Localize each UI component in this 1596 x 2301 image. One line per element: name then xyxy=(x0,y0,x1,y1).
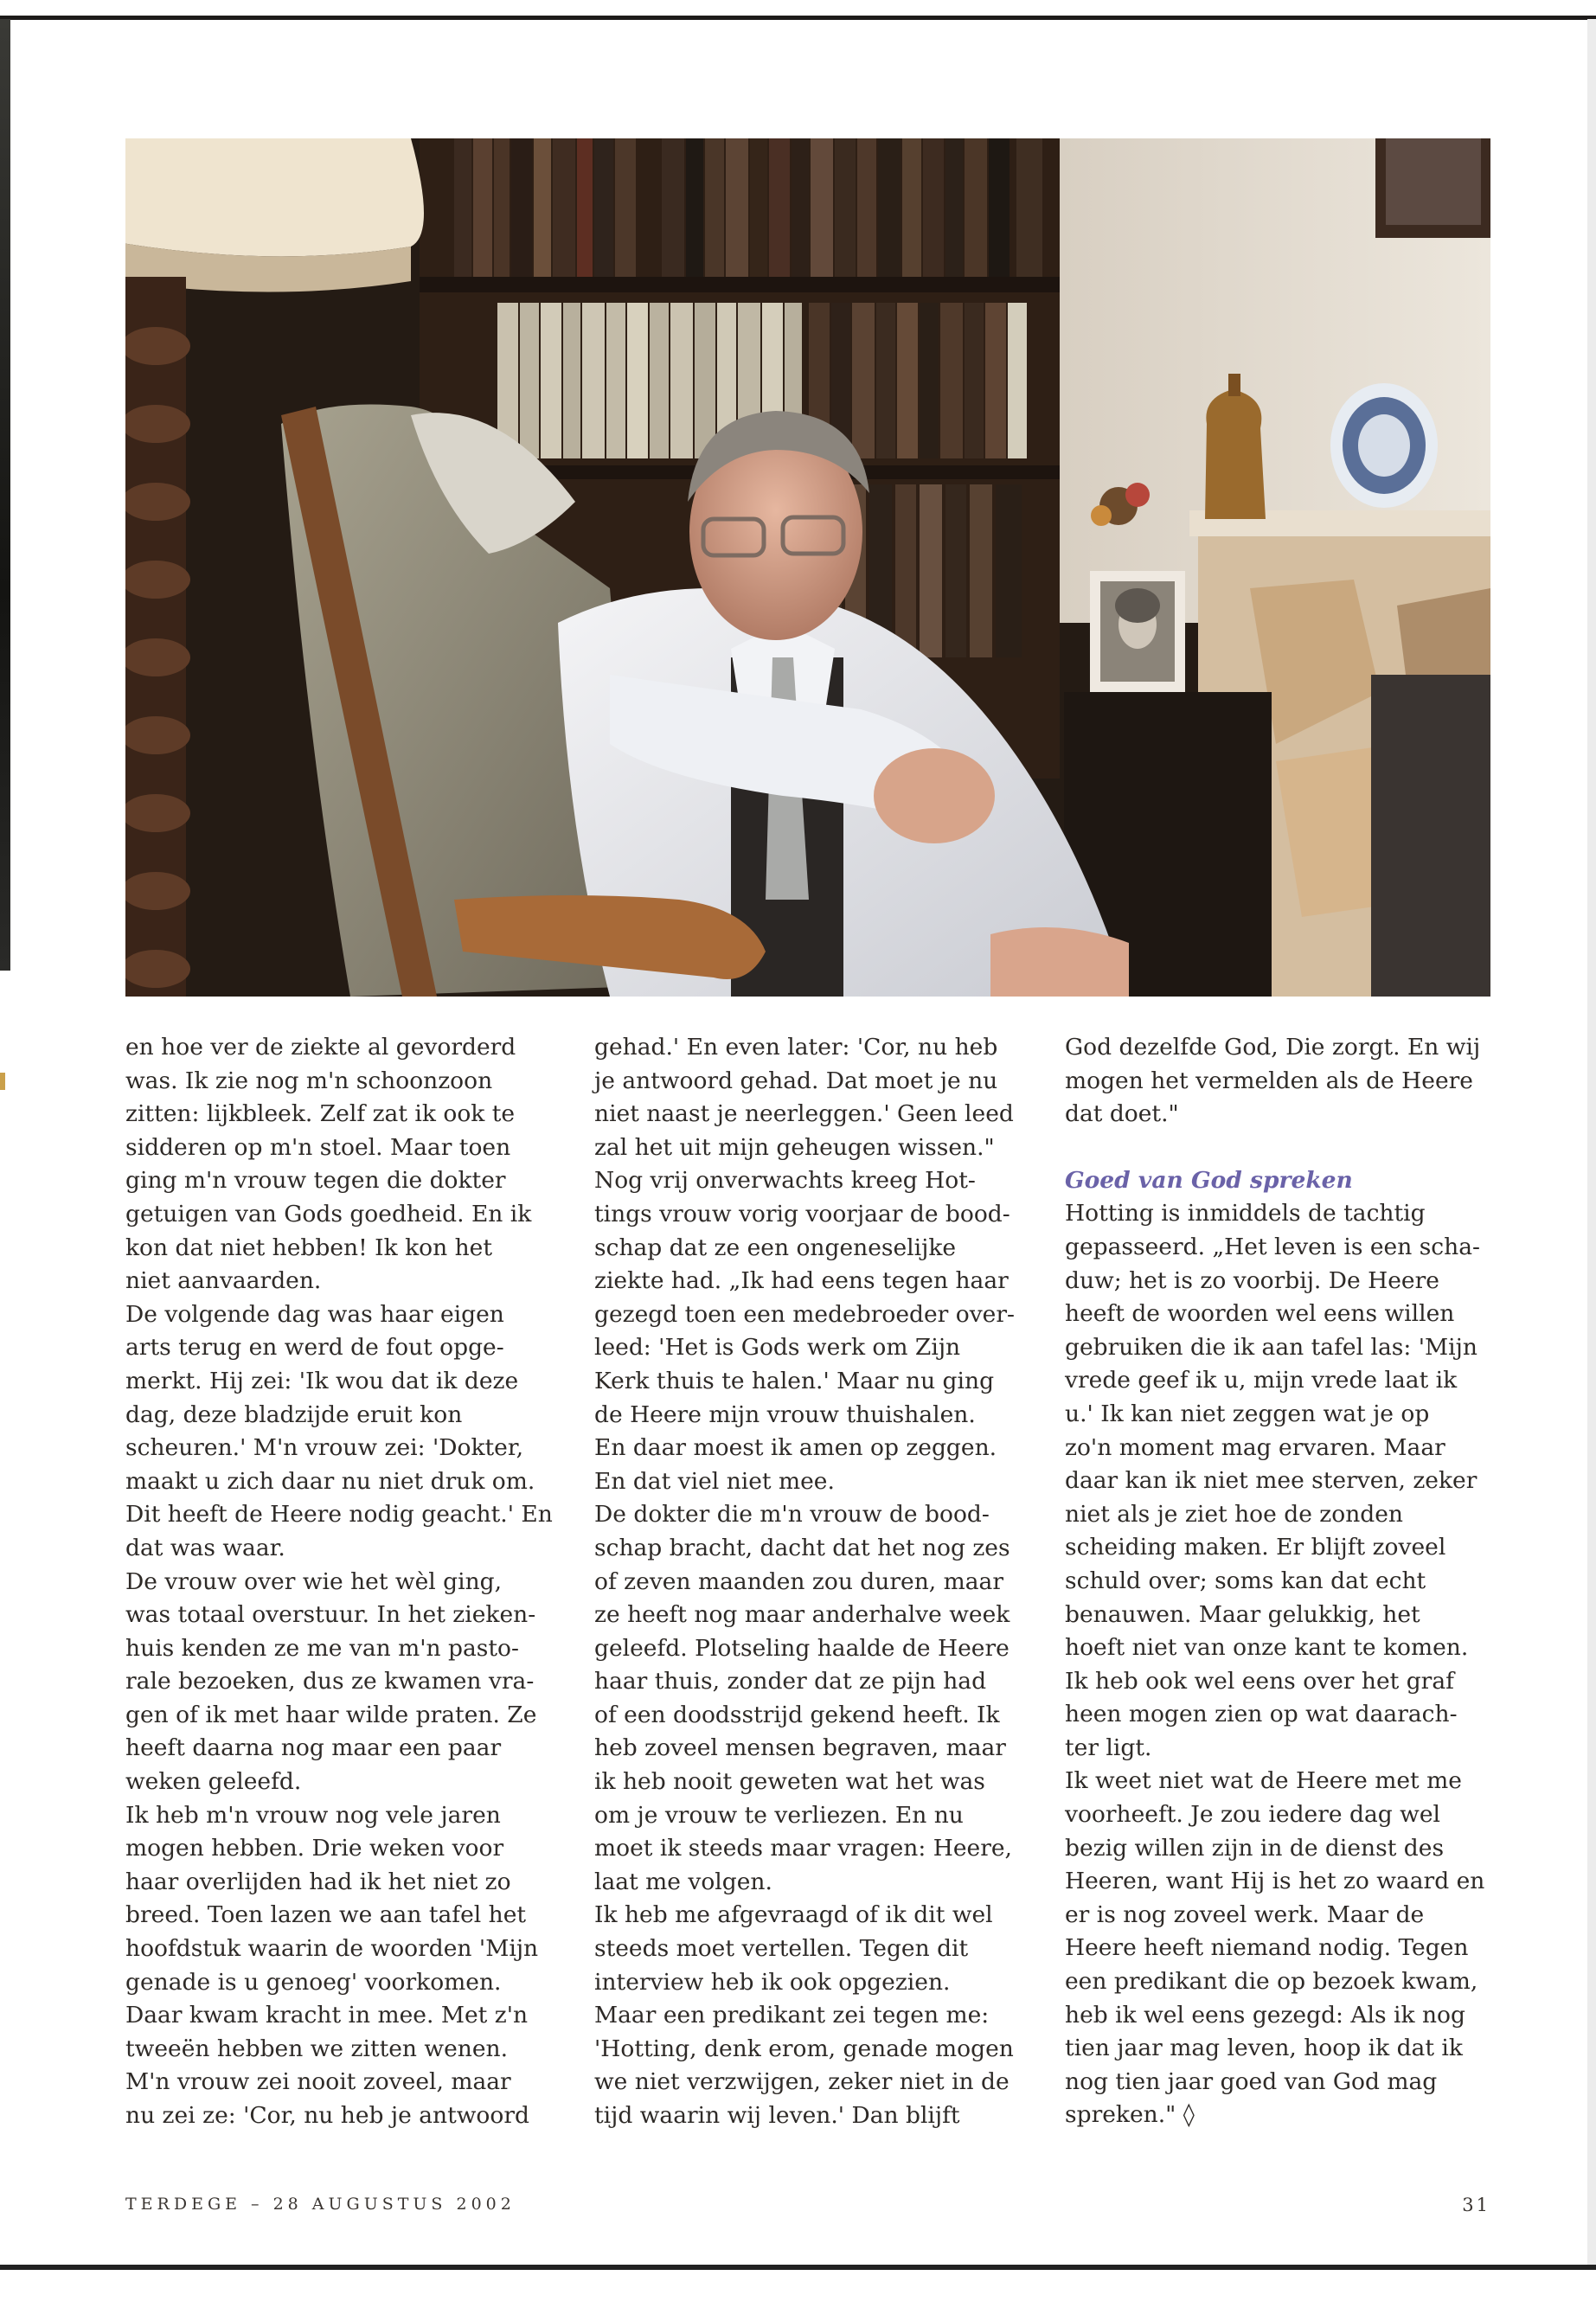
text-line: breed. Toen lazen we aan tafel het xyxy=(125,1901,527,1929)
text-line: rale bezoeken, dus ze kwamen vra- xyxy=(125,1668,535,1695)
article-column-1 xyxy=(125,1031,556,2133)
text-line: leed: 'Het is Gods werk om Zijn xyxy=(594,1334,961,1362)
text-line: laat me volgen. xyxy=(594,1868,772,1895)
text-line: ik heb nooit geweten wat het was xyxy=(594,1768,985,1796)
text-line: Ik heb me afgevraagd of ik dit wel xyxy=(594,1901,993,1929)
text-line: om je vrouw te verliezen. En nu xyxy=(594,1801,964,1829)
text-line: heeft daarna nog maar een paar xyxy=(125,1734,502,1762)
text-line: weken geleefd. xyxy=(125,1768,302,1796)
text-line: Heeren, want Hij is het zo waard en xyxy=(1065,1868,1485,1895)
text-line: merkt. Hij zei: 'Ik wou dat ik deze xyxy=(125,1367,519,1394)
text-line: niet aanvaarden. xyxy=(125,1267,322,1295)
text-line: Hotting is inmiddels de tachtig xyxy=(1065,1200,1426,1227)
text-line: En dat viel niet mee. xyxy=(594,1467,835,1495)
text-line: kon dat niet hebben! Ik kon het xyxy=(125,1234,492,1261)
text-line: arts terug en werd de fout opge- xyxy=(125,1334,504,1362)
column-3-opening xyxy=(1065,1031,1496,1131)
text-line: nog tien jaar goed van God mag xyxy=(1065,2067,1438,2095)
text-line: benauwen. Maar gelukkig, het xyxy=(1065,1600,1420,1628)
text-line: de Heere mijn vrouw thuishalen. xyxy=(594,1400,976,1428)
text-line: er is nog zoveel werk. Maar de xyxy=(1065,1900,1425,1928)
text-line: gepasseerd. „Het leven is een scha- xyxy=(1065,1233,1480,1260)
text-line: Daar kwam kracht in mee. Met z'n xyxy=(125,2002,529,2029)
text-line: De vrouw over wie het wèl ging, xyxy=(125,1567,503,1595)
text-line: niet als je ziet hoe de zonden xyxy=(1065,1500,1404,1528)
text-line: was. Ik zie nog m'n schoonzoon xyxy=(125,1067,493,1094)
text-line: Nog vrij onverwachts kreeg Hot- xyxy=(594,1167,976,1195)
text-line: Dit heeft de Heere nodig geacht.' En xyxy=(125,1501,553,1529)
page-number: 31 xyxy=(1462,2195,1490,2215)
text-line: spreken." ◊ xyxy=(1065,2101,1195,2129)
text-line: niet naast je neerleggen.' Geen leed xyxy=(594,1100,1014,1128)
text-line: was totaal overstuur. In het zieken- xyxy=(125,1601,536,1629)
text-line: getuigen van Gods goedheid. En ik xyxy=(125,1200,532,1227)
text-line: hoofdstuk waarin de woorden 'Mijn xyxy=(125,1935,539,1963)
text-line: haar thuis, zonder dat ze pijn had xyxy=(594,1668,987,1695)
text-line: een predikant die op bezoek kwam, xyxy=(1065,1968,1478,1996)
text-line: Ik heb m'n vrouw nog vele jaren xyxy=(125,1801,501,1829)
text-line: zitten: lijkbleek. Zelf zat ik ook te xyxy=(125,1100,516,1128)
text-line: mogen het vermelden als de Heere xyxy=(1065,1067,1473,1094)
text-line: Ik heb ook wel eens over het graf xyxy=(1065,1667,1454,1695)
text-line: voorheeft. Je zou iedere dag wel xyxy=(1065,1801,1440,1829)
text-line: scheuren.' M'n vrouw zei: 'Dokter, xyxy=(125,1434,524,1462)
text-line: gen of ik met haar wilde praten. Ze xyxy=(125,1701,537,1728)
text-line: gezegd toen een medebroeder over- xyxy=(594,1300,1015,1328)
text-line: dag, deze bladzijde eruit kon xyxy=(125,1400,463,1428)
text-line: of zeven maanden zou duren, maar xyxy=(594,1567,1004,1595)
text-line: je antwoord gehad. Dat moet je nu xyxy=(594,1067,998,1094)
text-line: Kerk thuis te halen.' Maar nu ging xyxy=(594,1367,995,1394)
text-line: tijd waarin wij leven.' Dan blijft xyxy=(594,2102,960,2129)
text-line: De dokter die m'n vrouw de bood- xyxy=(594,1501,990,1529)
text-line: daar kan ik niet mee sterven, zeker xyxy=(1065,1467,1477,1495)
left-edge-tab xyxy=(0,1073,5,1090)
text-line: ging m'n vrouw tegen die dokter xyxy=(125,1167,506,1195)
text-line: nu zei ze: 'Cor, nu heb je antwoord xyxy=(125,2102,529,2129)
text-line: 'Hotting, denk erom, genade mogen xyxy=(594,2035,1014,2062)
text-line: haar overlijden had ik het niet zo xyxy=(125,1868,511,1895)
text-line: Ik weet niet wat de Heere met me xyxy=(1065,1767,1462,1795)
subheading: Goed van God spreken xyxy=(1065,1166,1353,1194)
text-line: huis kenden ze me van m'n pasto- xyxy=(125,1634,519,1662)
text-line: duw; het is zo voorbij. De Heere xyxy=(1065,1266,1439,1294)
text-line: we niet verzwijgen, zeker niet in de xyxy=(594,2068,1010,2096)
text-line: M'n vrouw zei nooit zoveel, maar xyxy=(125,2068,511,2096)
text-line: heb zoveel mensen begraven, maar xyxy=(594,1734,1006,1762)
text-line: De volgende dag was haar eigen xyxy=(125,1300,504,1328)
text-line: schuld over; soms kan dat echt xyxy=(1065,1567,1426,1594)
portrait-photo xyxy=(125,138,1490,997)
text-line: dat doet." xyxy=(1065,1100,1179,1128)
column-3-body xyxy=(1065,1197,1496,2132)
text-line: tien jaar mag leven, hoop ik dat ik xyxy=(1065,2035,1463,2062)
article-column-3 xyxy=(1065,1031,1496,2132)
text-line: heeft de woorden wel eens willen xyxy=(1065,1300,1455,1328)
left-edge-strip xyxy=(0,19,10,971)
text-line: genade is u genoeg' voorkomen. xyxy=(125,1968,502,1996)
text-line: God dezelfde God, Die zorgt. En wij xyxy=(1065,1034,1481,1061)
text-line: heb ik wel eens gezegd: Als ik nog xyxy=(1065,2001,1465,2029)
text-line: zo'n moment mag ervaren. Maar xyxy=(1065,1433,1445,1461)
text-line: bezig willen zijn in de dienst des xyxy=(1065,1834,1445,1862)
top-rule xyxy=(0,16,1596,20)
text-line: heen mogen zien op wat daarach- xyxy=(1065,1701,1458,1728)
text-line: tweeën hebben we zitten wenen. xyxy=(125,2035,509,2062)
text-line: of een doodsstrijd gekend heeft. Ik xyxy=(594,1701,1000,1728)
text-line: scheiding maken. Er blijft zoveel xyxy=(1065,1534,1446,1561)
text-line: geleefd. Plotseling haalde de Heere xyxy=(594,1634,1010,1662)
text-line: ze heeft nog maar anderhalve week xyxy=(594,1601,1010,1629)
text-line: hoeft niet van onze kant te komen. xyxy=(1065,1634,1469,1662)
text-line: En daar moest ik amen op zeggen. xyxy=(594,1434,997,1462)
text-line: Heere heeft niemand nodig. Tegen xyxy=(1065,1934,1469,1962)
text-line: moet ik steeds maar vragen: Heere, xyxy=(594,1835,1012,1862)
portrait-photo-illustration xyxy=(125,138,1490,997)
text-line: ziekte had. „Ik had eens tegen haar xyxy=(594,1267,1009,1295)
text-line: sidderen op m'n stoel. Maar toen xyxy=(125,1133,511,1161)
publication-footer: TERDEGE – 28 AUGUSTUS 2002 xyxy=(125,2195,516,2214)
text-line: en hoe ver de ziekte al gevorderd xyxy=(125,1034,516,1061)
text-line: vrede geef ik u, mijn vrede laat ik xyxy=(1065,1367,1458,1394)
text-line: maakt u zich daar nu niet druk om. xyxy=(125,1467,535,1495)
text-line: ter ligt. xyxy=(1065,1734,1152,1761)
text-line: interview heb ik ook opgezien. xyxy=(594,1968,951,1996)
article-column-2 xyxy=(594,1031,1025,2133)
text-line: u.' Ik kan niet zeggen wat je op xyxy=(1065,1400,1430,1427)
text-line: gebruiken die ik aan tafel las: 'Mijn xyxy=(1065,1333,1477,1361)
text-line: gehad.' En even later: 'Cor, nu heb xyxy=(594,1034,998,1061)
text-line: dat was waar. xyxy=(125,1534,285,1561)
text-line: Maar een predikant zei tegen me: xyxy=(594,2002,990,2029)
bottom-rule xyxy=(0,2265,1596,2270)
text-line: mogen hebben. Drie weken voor xyxy=(125,1835,504,1862)
text-line: schap bracht, dacht dat het nog zes xyxy=(594,1534,1010,1561)
text-line: schap dat ze een ongeneselijke xyxy=(594,1234,957,1261)
text-line: steeds moet vertellen. Tegen dit xyxy=(594,1935,969,1963)
text-line: tings vrouw vorig voorjaar de bood- xyxy=(594,1200,1010,1227)
text-line: zal het uit mijn geheugen wissen." xyxy=(594,1133,995,1161)
right-edge xyxy=(1587,19,1596,2268)
